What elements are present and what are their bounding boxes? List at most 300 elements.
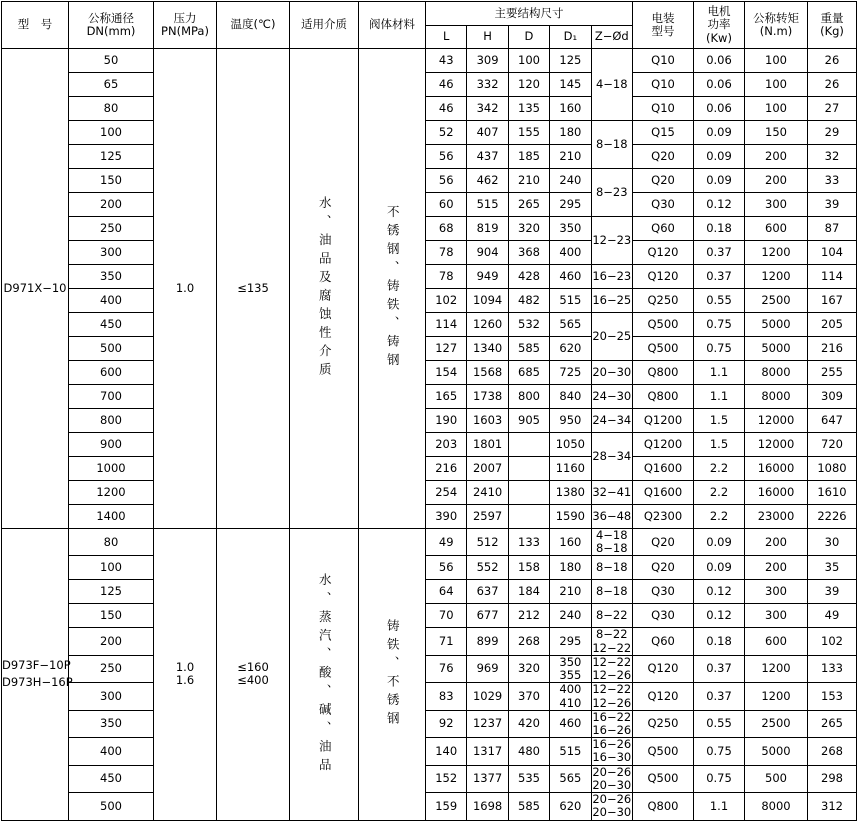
cell-D1: 1380 <box>550 481 591 505</box>
cell-dn: 500 <box>69 337 154 361</box>
Zd-line: 12−22 <box>592 640 632 655</box>
cell-torque: 2500 <box>745 710 808 737</box>
cell-Zd <box>591 738 632 765</box>
body-material-text: 铸铁、不锈钢 <box>385 618 401 730</box>
cell-motor-power: 1.1 <box>694 361 745 385</box>
header-power-line3: (Kw) <box>706 30 732 45</box>
cell-weight: 33 <box>808 169 857 193</box>
cell-torque: 12000 <box>745 409 808 433</box>
cell-L: 216 <box>426 457 467 481</box>
cell-weight: 167 <box>808 289 857 313</box>
header-pn <box>154 2 217 49</box>
cell-D1: 565 <box>550 313 591 337</box>
pn-line: 1.6 <box>175 673 195 688</box>
table-row <box>2 241 857 265</box>
body-material-text: 不锈钢、铸铁、铸钢 <box>385 205 401 372</box>
D1-line: 400 <box>559 682 582 697</box>
cell-L: 190 <box>426 409 467 433</box>
cell-weight: 114 <box>808 265 857 289</box>
table-row <box>2 265 857 289</box>
table-row <box>2 385 857 409</box>
table-header <box>2 2 857 49</box>
header-pn-line2: PN(MPa) <box>161 24 209 38</box>
cell-torque: 200 <box>745 556 808 580</box>
cell-dn: 700 <box>69 385 154 409</box>
cell-H: 2597 <box>467 505 508 529</box>
cell-D <box>508 433 549 457</box>
cell-motor-power: 2.2 <box>694 457 745 481</box>
cell-motor-power: 0.12 <box>694 193 745 217</box>
table-row <box>2 361 857 385</box>
media-text-wrap <box>290 196 358 381</box>
cell-motor-power: 0.75 <box>694 738 745 765</box>
cell-weight: 104 <box>808 241 857 265</box>
cell-actuator-model: Q30 <box>633 604 694 628</box>
cell-motor-power: 0.55 <box>694 710 745 737</box>
cell-weight: 32 <box>808 145 857 169</box>
cell-motor-power: 1.5 <box>694 409 745 433</box>
header-dim-D1: D₁ <box>550 25 591 49</box>
cell-dn: 450 <box>69 313 154 337</box>
cell-L: 56 <box>426 145 467 169</box>
cell-D1: 350 <box>550 217 591 241</box>
cell-L: 70 <box>426 604 467 628</box>
table-row <box>2 217 857 241</box>
D1-line: 350 <box>559 654 582 669</box>
cell-actuator-model: Q60 <box>633 628 694 655</box>
cell-dn: 300 <box>69 683 154 710</box>
cell-D1: 1160 <box>550 457 591 481</box>
cell-torque: 200 <box>745 529 808 556</box>
cell-motor-power: 0.06 <box>694 49 745 73</box>
cell-dn: 500 <box>69 793 154 820</box>
cell-D1: 1590 <box>550 505 591 529</box>
cell-torque: 5000 <box>745 738 808 765</box>
cell-H: 332 <box>467 73 508 97</box>
table-row <box>2 580 857 604</box>
model-line: D973H−16P <box>2 675 73 690</box>
body-text-wrap <box>359 619 425 730</box>
pn-line: 1.0 <box>175 280 195 295</box>
cell-torque: 1200 <box>745 265 808 289</box>
cell-D: 133 <box>508 529 549 556</box>
cell-dn: 350 <box>69 710 154 737</box>
table-row <box>2 765 857 792</box>
cell-dn: 1200 <box>69 481 154 505</box>
cell-L: 60 <box>426 193 467 217</box>
cell-L: 390 <box>426 505 467 529</box>
cell-Zd: 20−30 <box>591 361 632 385</box>
cell-H: 437 <box>467 145 508 169</box>
header-weight-line1: 重量 <box>820 10 844 25</box>
table-row <box>2 481 857 505</box>
cell-H: 512 <box>467 529 508 556</box>
table-row <box>2 145 857 169</box>
cell-weight: 87 <box>808 217 857 241</box>
cell-D: 420 <box>508 710 549 737</box>
cell-torque: 1200 <box>745 241 808 265</box>
cell-D1: 180 <box>550 121 591 145</box>
cell-L: 152 <box>426 765 467 792</box>
table-row <box>2 604 857 628</box>
cell-weight: 39 <box>808 193 857 217</box>
cell-D <box>508 457 549 481</box>
cell-Zd: 32−41 <box>591 481 632 505</box>
cell-motor-power: 0.18 <box>694 217 745 241</box>
cell-D: 685 <box>508 361 549 385</box>
cell-weight: 298 <box>808 765 857 792</box>
cell-actuator-model: Q250 <box>633 710 694 737</box>
cell-Zd: 24−34 <box>591 409 632 433</box>
cell-motor-power: 0.37 <box>694 655 745 682</box>
cell-dn: 150 <box>69 604 154 628</box>
cell-H: 1029 <box>467 683 508 710</box>
cell-D1: 295 <box>550 628 591 655</box>
cell-weight: 312 <box>808 793 857 820</box>
cell-dn: 80 <box>69 529 154 556</box>
header-body-material: 阀体材料 <box>359 2 426 49</box>
temperature-line: ≤400 <box>237 673 269 688</box>
header-torque <box>745 2 808 49</box>
Zd-line: 16−26 <box>592 737 632 752</box>
Zd-line: 12−22 <box>592 654 632 669</box>
cell-dn: 1000 <box>69 457 154 481</box>
cell-D: 155 <box>508 121 549 145</box>
cell-D: 120 <box>508 73 549 97</box>
cell-D: 185 <box>508 145 549 169</box>
cell-actuator-model: Q1600 <box>633 457 694 481</box>
cell-D1: 620 <box>550 337 591 361</box>
header-dn <box>69 2 154 49</box>
Zd-line: 16−30 <box>592 750 632 765</box>
cell-actuator-model: Q30 <box>633 193 694 217</box>
body-text-wrap <box>359 205 425 372</box>
temperature-line: ≤135 <box>237 280 269 295</box>
cell-Zd <box>591 683 632 710</box>
cell-D1: 160 <box>550 529 591 556</box>
cell-dn: 1400 <box>69 505 154 529</box>
cell-D: 535 <box>508 765 549 792</box>
media-text: 水、蒸汽、酸、碱、油品 <box>317 572 333 776</box>
header-dim-L: L <box>426 25 467 49</box>
cell-media <box>290 49 359 529</box>
cell-dn: 250 <box>69 217 154 241</box>
cell-motor-power: 2.2 <box>694 505 745 529</box>
media-text-wrap <box>290 573 358 777</box>
cell-actuator-model: Q1200 <box>633 433 694 457</box>
cell-D: 905 <box>508 409 549 433</box>
cell-torque: 100 <box>745 73 808 97</box>
cell-D1 <box>550 683 591 710</box>
cell-actuator-model: Q800 <box>633 385 694 409</box>
cell-weight: 27 <box>808 97 857 121</box>
cell-L: 52 <box>426 121 467 145</box>
cell-actuator-model: Q10 <box>633 49 694 73</box>
cell-H: 309 <box>467 49 508 73</box>
cell-torque: 300 <box>745 193 808 217</box>
cell-H: 1603 <box>467 409 508 433</box>
cell-actuator-model: Q60 <box>633 217 694 241</box>
cell-torque: 600 <box>745 217 808 241</box>
Zd-line: 4−18 <box>595 528 628 542</box>
cell-actuator-model: Q20 <box>633 169 694 193</box>
cell-torque: 200 <box>745 145 808 169</box>
cell-motor-power: 1.1 <box>694 385 745 409</box>
cell-torque: 5000 <box>745 313 808 337</box>
cell-D: 800 <box>508 385 549 409</box>
Zd-line: 16−26 <box>592 722 632 737</box>
model-line: D971X−10 <box>3 280 67 295</box>
cell-D1: 515 <box>550 738 591 765</box>
temperature-line: ≤160 <box>237 660 269 675</box>
table-body <box>2 49 857 821</box>
table-row <box>2 73 857 97</box>
cell-weight: 1080 <box>808 457 857 481</box>
Zd-line: 16−22 <box>592 709 632 724</box>
cell-actuator-model: Q120 <box>633 655 694 682</box>
cell-motor-power: 1.1 <box>694 793 745 820</box>
cell-weight: 205 <box>808 313 857 337</box>
cell-D: 480 <box>508 738 549 765</box>
cell-actuator-model: Q2300 <box>633 505 694 529</box>
Zd-line: 20−30 <box>592 777 632 792</box>
cell-model <box>2 529 73 821</box>
cell-H: 1801 <box>467 433 508 457</box>
table-row <box>2 505 857 529</box>
table-row <box>2 169 857 193</box>
cell-motor-power: 0.75 <box>694 337 745 361</box>
cell-L: 71 <box>426 628 467 655</box>
header-dn-line2: DN(mm) <box>86 24 136 38</box>
cell-motor-power: 0.55 <box>694 289 745 313</box>
cell-dn: 100 <box>69 121 154 145</box>
cell-D1: 1050 <box>550 433 591 457</box>
cell-Zd: 16−25 <box>591 289 632 313</box>
cell-H: 1094 <box>467 289 508 313</box>
cell-torque: 150 <box>745 121 808 145</box>
cell-temperature <box>217 49 290 529</box>
table-row <box>2 337 857 361</box>
cell-dn: 50 <box>69 49 154 73</box>
media-text: 水、油品及腐蚀性介质 <box>317 196 333 381</box>
cell-H: 1568 <box>467 361 508 385</box>
cell-D1: 950 <box>550 409 591 433</box>
cell-D: 158 <box>508 556 549 580</box>
cell-dn: 900 <box>69 433 154 457</box>
cell-D: 320 <box>508 217 549 241</box>
cell-actuator-model: Q250 <box>633 289 694 313</box>
cell-dn: 125 <box>69 580 154 604</box>
cell-L: 56 <box>426 556 467 580</box>
cell-actuator-model: Q120 <box>633 241 694 265</box>
cell-L: 159 <box>426 793 467 820</box>
cell-D1: 160 <box>550 97 591 121</box>
Zd-line: 8−18 <box>595 541 628 556</box>
cell-motor-power: 0.37 <box>694 265 745 289</box>
pn-line: 1.0 <box>175 660 195 675</box>
cell-Zd: 20−25 <box>591 313 632 361</box>
cell-actuator-model: Q1200 <box>633 409 694 433</box>
cell-Zd: 8−22 <box>591 604 632 628</box>
cell-D: 100 <box>508 49 549 73</box>
table-row <box>2 289 857 313</box>
cell-D <box>508 505 549 529</box>
cell-torque: 5000 <box>745 337 808 361</box>
cell-H: 2007 <box>467 457 508 481</box>
cell-H: 515 <box>467 193 508 217</box>
cell-Zd: 4−18 <box>591 49 632 121</box>
cell-D1 <box>550 655 591 682</box>
Zd-line: 8−22 <box>595 627 628 642</box>
cell-D1: 460 <box>550 710 591 737</box>
cell-torque: 8000 <box>745 793 808 820</box>
cell-actuator-model: Q20 <box>633 529 694 556</box>
table-row <box>2 457 857 481</box>
cell-motor-power: 0.09 <box>694 121 745 145</box>
cell-D1: 620 <box>550 793 591 820</box>
header-pn-line1: 压力 <box>173 10 197 25</box>
cell-dn: 200 <box>69 193 154 217</box>
cell-motor-power: 0.06 <box>694 73 745 97</box>
cell-Zd: 16−23 <box>591 265 632 289</box>
cell-L: 68 <box>426 217 467 241</box>
cell-D1: 240 <box>550 604 591 628</box>
table-row <box>2 121 857 145</box>
cell-motor-power: 0.75 <box>694 313 745 337</box>
cell-dn: 600 <box>69 361 154 385</box>
cell-L: 46 <box>426 97 467 121</box>
cell-D1: 725 <box>550 361 591 385</box>
cell-actuator-model: Q120 <box>633 683 694 710</box>
cell-actuator-model: Q500 <box>633 738 694 765</box>
cell-L: 64 <box>426 580 467 604</box>
cell-actuator-model: Q10 <box>633 73 694 97</box>
cell-D1: 295 <box>550 193 591 217</box>
cell-weight: 39 <box>808 580 857 604</box>
header-dim-H: H <box>467 25 508 49</box>
table-row <box>2 793 857 820</box>
specification-table <box>1 1 857 821</box>
cell-dn: 800 <box>69 409 154 433</box>
cell-actuator-model: Q20 <box>633 556 694 580</box>
cell-torque: 200 <box>745 169 808 193</box>
cell-L: 78 <box>426 241 467 265</box>
D1-line: 410 <box>559 695 582 710</box>
cell-weight: 268 <box>808 738 857 765</box>
table-row <box>2 529 857 556</box>
table-row <box>2 628 857 655</box>
cell-actuator-model: Q120 <box>633 265 694 289</box>
cell-Zd: 24−30 <box>591 385 632 409</box>
cell-weight: 49 <box>808 604 857 628</box>
cell-D1: 180 <box>550 556 591 580</box>
cell-H: 1340 <box>467 337 508 361</box>
cell-H: 637 <box>467 580 508 604</box>
cell-actuator-model: Q500 <box>633 313 694 337</box>
header-model: 型 号 <box>2 2 69 49</box>
cell-H: 462 <box>467 169 508 193</box>
cell-H: 899 <box>467 628 508 655</box>
Zd-line: 20−30 <box>592 805 632 820</box>
table-row <box>2 556 857 580</box>
cell-H: 342 <box>467 97 508 121</box>
table-row <box>2 193 857 217</box>
header-dim-D: D <box>508 25 549 49</box>
header-motor-power <box>694 2 745 49</box>
cell-weight: 1610 <box>808 481 857 505</box>
cell-Zd <box>591 793 632 820</box>
cell-L: 78 <box>426 265 467 289</box>
cell-dn: 400 <box>69 289 154 313</box>
table-row <box>2 433 857 457</box>
cell-D1: 565 <box>550 765 591 792</box>
cell-H: 1698 <box>467 793 508 820</box>
cell-H: 1377 <box>467 765 508 792</box>
cell-D1: 210 <box>550 580 591 604</box>
cell-Zd: 36−48 <box>591 505 632 529</box>
cell-dn: 250 <box>69 655 154 682</box>
cell-actuator-model: Q1600 <box>633 481 694 505</box>
cell-L: 46 <box>426 73 467 97</box>
cell-actuator-model: Q800 <box>633 793 694 820</box>
cell-Zd <box>591 765 632 792</box>
cell-motor-power: 0.06 <box>694 97 745 121</box>
header-power-line2: 功率 <box>707 17 731 32</box>
header-torque-line2: (N.m) <box>759 24 793 38</box>
Zd-line: 12−22 <box>592 682 632 697</box>
table-row <box>2 655 857 682</box>
cell-D: 268 <box>508 628 549 655</box>
cell-H: 1260 <box>467 313 508 337</box>
cell-torque: 12000 <box>745 433 808 457</box>
Zd-line: 20−26 <box>592 764 632 779</box>
cell-motor-power: 2.2 <box>694 481 745 505</box>
header-power-line1: 电机 <box>707 4 731 19</box>
cell-dn: 400 <box>69 738 154 765</box>
cell-H: 969 <box>467 655 508 682</box>
cell-L: 83 <box>426 683 467 710</box>
cell-weight: 255 <box>808 361 857 385</box>
cell-D: 368 <box>508 241 549 265</box>
cell-L: 165 <box>426 385 467 409</box>
cell-D1: 515 <box>550 289 591 313</box>
cell-torque: 100 <box>745 49 808 73</box>
D1-line: 355 <box>559 668 582 683</box>
cell-D: 135 <box>508 97 549 121</box>
table-row <box>2 409 857 433</box>
cell-Zd: 8−18 <box>591 556 632 580</box>
cell-dn: 150 <box>69 169 154 193</box>
cell-actuator-model: Q15 <box>633 121 694 145</box>
cell-Zd: 8−18 <box>591 121 632 169</box>
cell-temperature <box>217 529 290 821</box>
cell-torque: 8000 <box>745 385 808 409</box>
cell-motor-power: 0.09 <box>694 556 745 580</box>
header-actuator-model <box>633 2 694 49</box>
cell-actuator-model: Q800 <box>633 361 694 385</box>
Zd-line: 20−26 <box>592 792 632 807</box>
cell-L: 127 <box>426 337 467 361</box>
cell-motor-power: 0.09 <box>694 529 745 556</box>
cell-D: 265 <box>508 193 549 217</box>
cell-weight: 26 <box>808 49 857 73</box>
cell-motor-power: 0.12 <box>694 604 745 628</box>
cell-D: 428 <box>508 265 549 289</box>
cell-Zd: 28−34 <box>591 433 632 481</box>
table-row <box>2 313 857 337</box>
cell-L: 102 <box>426 289 467 313</box>
cell-model <box>2 49 69 529</box>
